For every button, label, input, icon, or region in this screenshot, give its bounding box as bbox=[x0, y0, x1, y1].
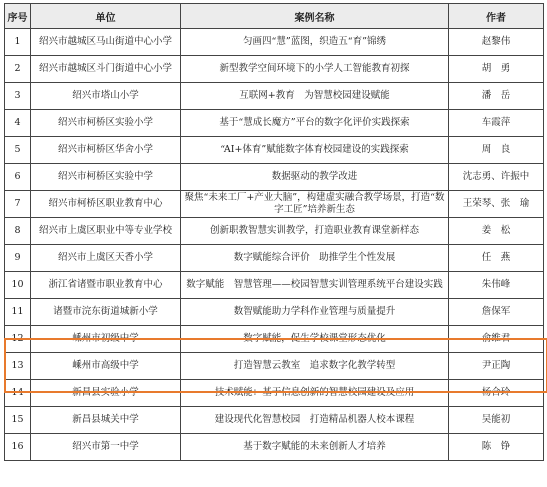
table-row bbox=[5, 164, 544, 191]
row-no: 2 bbox=[5, 56, 31, 83]
row-unit: 嵊州市初级中学 bbox=[31, 326, 181, 353]
row-no: 7 bbox=[5, 191, 31, 218]
row-no: 10 bbox=[5, 272, 31, 299]
row-unit: 嵊州市高级中学 bbox=[31, 353, 181, 380]
row-case: 数字赋能综合评价 助推学生个性发展 bbox=[181, 245, 449, 272]
row-author: 俞维君 bbox=[449, 326, 544, 353]
row-author: 朱伟峰 bbox=[449, 272, 544, 299]
row-case: 数智赋能助力学科作业管理与质量提升 bbox=[181, 299, 449, 326]
row-no: 8 bbox=[5, 218, 31, 245]
row-no: 4 bbox=[5, 110, 31, 137]
row-case: 新型教学空间环境下的小学人工智能教育初探 bbox=[181, 56, 449, 83]
table-row bbox=[5, 56, 544, 83]
row-author: 车霞萍 bbox=[449, 110, 544, 137]
row-unit: 绍兴市柯桥区实验小学 bbox=[31, 110, 181, 137]
row-no: 6 bbox=[5, 164, 31, 191]
table-row bbox=[5, 380, 544, 407]
row-case: “AI+体育”赋能数字体育校园建设的实践探索 bbox=[181, 137, 449, 164]
table-row bbox=[5, 245, 544, 272]
row-author: 沈志勇、许振中 bbox=[449, 164, 544, 191]
row-no: 15 bbox=[5, 407, 31, 434]
row-author: 潘 岳 bbox=[449, 83, 544, 110]
row-author: 陈 铮 bbox=[449, 434, 544, 461]
row-author: 任 燕 bbox=[449, 245, 544, 272]
row-no: 1 bbox=[5, 29, 31, 56]
row-no: 12 bbox=[5, 326, 31, 353]
row-author: 赵黎伟 bbox=[449, 29, 544, 56]
header-author: 作者 bbox=[449, 4, 544, 29]
row-no: 5 bbox=[5, 137, 31, 164]
row-unit: 绍兴市上虞区天香小学 bbox=[31, 245, 181, 272]
row-case: 建设现代化智慧校园 打造精品机器人校本课程 bbox=[181, 407, 449, 434]
table-row bbox=[5, 353, 544, 380]
table-row bbox=[5, 299, 544, 326]
row-case: 数字赋能，促生学校课堂形态优化 bbox=[181, 326, 449, 353]
row-author: 王荣琴、张 瑜 bbox=[449, 191, 544, 218]
row-case: 基于数字赋能的未来创新人才培养 bbox=[181, 434, 449, 461]
table-row bbox=[5, 29, 544, 56]
row-author: 吴能初 bbox=[449, 407, 544, 434]
table-row bbox=[5, 326, 544, 353]
row-case: 技术赋能：基于信息创新的智慧校园建设及应用 bbox=[181, 380, 449, 407]
row-unit: 绍兴市柯桥区实验中学 bbox=[31, 164, 181, 191]
row-author: 周 良 bbox=[449, 137, 544, 164]
row-author: 尹正陶 bbox=[449, 353, 544, 380]
row-no: 13 bbox=[5, 353, 31, 380]
row-unit: 绍兴市越城区马山街道中心小学 bbox=[31, 29, 181, 56]
header-unit: 单位 bbox=[31, 4, 181, 29]
row-unit: 浙江省诸暨市职业教育中心 bbox=[31, 272, 181, 299]
table-row bbox=[5, 434, 544, 461]
row-case: 聚焦“未来工厂+产业大脑”，构建虚实融合教学场景，打造“数字工匠”培养新生态 bbox=[181, 191, 449, 218]
row-no: 11 bbox=[5, 299, 31, 326]
row-unit: 诸暨市浣东街道城新小学 bbox=[31, 299, 181, 326]
row-author: 姜 松 bbox=[449, 218, 544, 245]
row-no: 14 bbox=[5, 380, 31, 407]
row-case: 数字赋能 智慧管理——校园智慧实训管理系统平台建设实践 bbox=[181, 272, 449, 299]
row-case: 打造智慧云教室 追求数字化教学转型 bbox=[181, 353, 449, 380]
row-no: 9 bbox=[5, 245, 31, 272]
table-row bbox=[5, 272, 544, 299]
table-row bbox=[5, 110, 544, 137]
row-author: 杨合玲 bbox=[449, 380, 544, 407]
row-case: 互联网+教育 为智慧校园建设赋能 bbox=[181, 83, 449, 110]
row-unit: 新昌县实验小学 bbox=[31, 380, 181, 407]
row-author: 胡 勇 bbox=[449, 56, 544, 83]
row-case: 数据驱动的教学改进 bbox=[181, 164, 449, 191]
row-case: 创新职教智慧实训教学，打造职业教育课堂新样态 bbox=[181, 218, 449, 245]
row-unit: 绍兴市第一中学 bbox=[31, 434, 181, 461]
row-unit: 绍兴市塔山小学 bbox=[31, 83, 181, 110]
table-row bbox=[5, 191, 544, 218]
header-row bbox=[5, 4, 544, 29]
case-list bbox=[4, 3, 543, 483]
table-row bbox=[5, 137, 544, 164]
row-no: 16 bbox=[5, 434, 31, 461]
row-unit: 新昌县城关中学 bbox=[31, 407, 181, 434]
case-table bbox=[4, 3, 544, 461]
row-unit: 绍兴市柯桥区华舍小学 bbox=[31, 137, 181, 164]
row-case: 匀画四“慧”蓝图，织造五“育”锦绣 bbox=[181, 29, 449, 56]
header-case: 案例名称 bbox=[181, 4, 449, 29]
row-no: 3 bbox=[5, 83, 31, 110]
row-unit: 绍兴市越城区斗门街道中心小学 bbox=[31, 56, 181, 83]
table-row bbox=[5, 218, 544, 245]
row-unit: 绍兴市柯桥区职业教育中心 bbox=[31, 191, 181, 218]
row-case: 基于“慧成长魔方”平台的数字化评价实践探索 bbox=[181, 110, 449, 137]
header-no: 序号 bbox=[5, 4, 31, 29]
table-row bbox=[5, 407, 544, 434]
row-unit: 绍兴市上虞区职业中等专业学校 bbox=[31, 218, 181, 245]
row-author: 詹保军 bbox=[449, 299, 544, 326]
table-row bbox=[5, 83, 544, 110]
